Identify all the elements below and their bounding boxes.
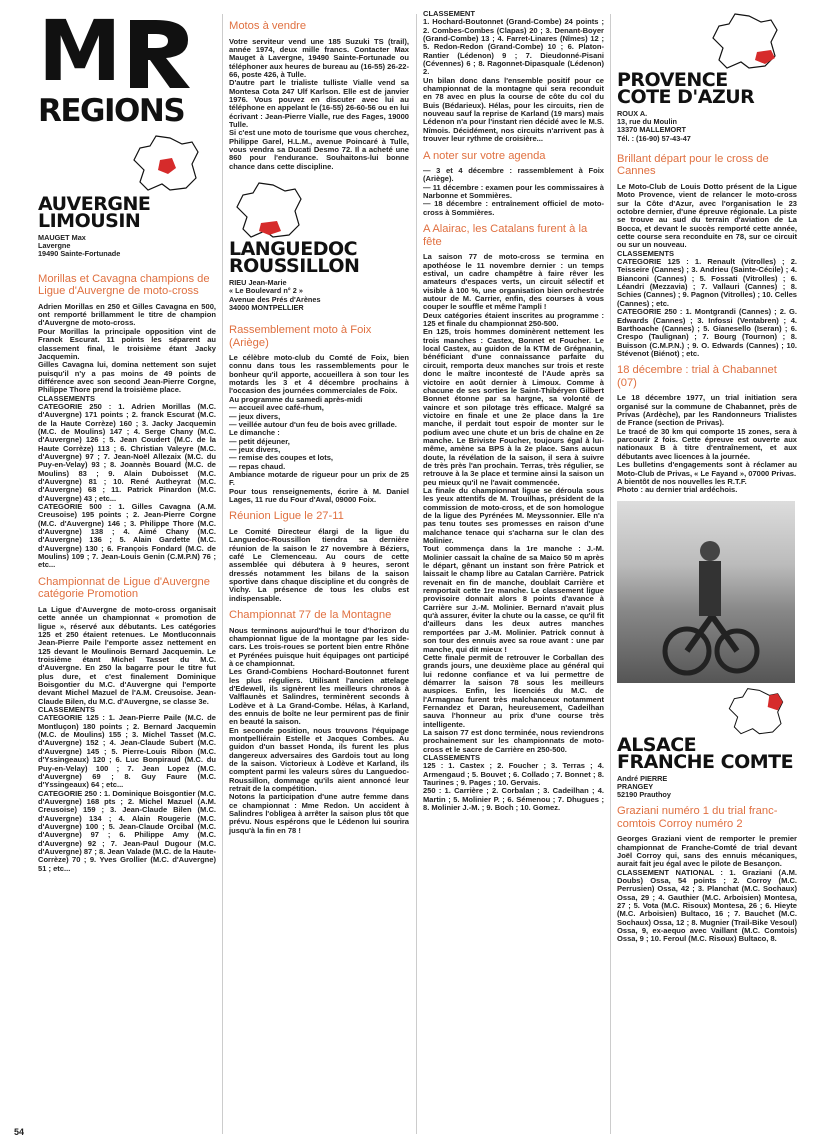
article (229, 324, 409, 504)
region-address-provence: ROUX A. 13, rue du Moulin 13370 MALLEMORT Tél. : (16-90) 57-43-47 (617, 109, 691, 143)
regions-logo (38, 2, 188, 129)
region-address-alsace: André PIERRE PRANGEY 52190 Prauthoy (617, 773, 671, 799)
article-heading: Morillas et Cavagna champions de Ligue d'Auvergne de moto-cross (38, 272, 210, 298)
article-body: Votre serviteur vend une 185 Suzuki TS (trail), année 1974, deux mille francs. Contacter Max Mauget à Lavergne, 19490 Sainte-Fortunade ou téléphoner aux heures de bureau au (16-55) 26-22-66, poste 426, à Tulle. D'autre part le trialiste tulliste Vialle vend sa Montesa Cota 247 Ulf Karlson. Elle est de janvier 1976. Vous pouvez en discuter avec lui au téléphone en appelant le (16-55) 26-60-56 ou en lui écrivant : Jean-Pierre Vialle, rue des Fages, 19000 Tulle. Si c'est une moto de tourisme que vous cherchez, Philippe Garel, H.L.M., avenue Poincaré à Tulle, vous vendra sa Ducati Desmo 72. Il a acheté une 860 pour l'endurance. Souhaitons-lui bonne chance dans cette discipline. (229, 36, 409, 171)
article-heading: Championnat 77 de la Montagne (229, 608, 392, 621)
region-title-auvergne: AUVERGNE LIMOUSIN (38, 193, 151, 232)
article-heading: Rassemblement moto à Foix (Ariège) (229, 323, 372, 349)
article (617, 805, 797, 944)
article-body: Georges Graziani vient de remporter le premier championnat de Franche-Comté de trial devant Joël Corroy qui, sans des ennuis mécaniques, aurait fait jeu égal avec le pilote de Besançon. CLASSEMENT NATIONAL : 1. Graziani (A.M. Doubs) Ossa, 54 points ; 2. Corroy (M.C. Perrusien) Ossa, 42 ; 3. Planchat (M.C. Sochaux) Ossa, 29 ; 4. Gauthier (M.C. Arboisien) Montesa, 27 ; 5. Vota (M.C. Risoux) Montesa, 26 ; 6. Hieyte (M.C. Arboisien) Bultaco, 16 ; 7. Bauchet (M.C. Sochaux) Ossa, 12 ; 8. Mugnier (Trail-Bike Vesoul) Ossa, 9, ex-aequo avec Vaillant (M.C. Comtois) Ossa, 9 ; 10. Feroul (M.C. Risoux) Bultaco, 8. (617, 834, 797, 944)
article (38, 576, 216, 873)
article (423, 223, 604, 812)
article-heading: Championnat de Ligue d'Auvergne catégorie Promotion (38, 575, 210, 601)
article-body: Adrien Morillas en 250 et Gilles Cavagna en 500, ont remporté brillamment le titre de champion d'Auvergne de moto-cross. Pour Morillas la principale opposition vint de Franck Escurat. 11 points les séparent au classement final, le troisième étant Jacky Jacquemin. Gilles Cavagna lui, domina nettement son sujet puisqu'il n'y a pas moins de 49 points de différence avec son second Jean-Pierre Corgne, Philippe Thore prend la troisième place. CLASSEMENTS CATEGORIE 250 : 1. Adrien Morillas (M.C. d'Auvergne) 171 points ; 2. franck Escurat (M.C. de la Haute Corrèze) 160 ; 3. Jacky Jacquemin (M.C. de Moulins) 147 ; 4. Serge Chany (M.C. d'Auvergne) 126 ; 5. Jean Coudert (M.C. de la Haute Corrèze) 113 ; 6. Christian Valeyre (M.C. d'Auvergne) 97 ; 7. Jean-Noël Allezaix (M.C. du Puy-en-Velay) 93 ; 8. Joannès Bouard (M.C. de Moulins) 83 ; 9. Alain Duboisset (M.C. d'Auvergne) 81 ; 10. René Autheyrat (M.C. d'Auvergne) 68 ; 11. Patrick Pinardon (M.C. d'Auvergne) 43 ; etc... CATEGORIE 500 : 1. Gilles Cavagna (A.M. Creusoise) 195 points ; 2. Jean-Pierre Corgne (M.C. d'Auvergne) 146 ; 3. Philippe Thore (M.C. d'Auvergne) 138 ; 4. Aimé Chany (M.C. d'Auvergne) 136 ; 5. Alain Gardette (M.C. d'Auvergne) 130 ; 6. François Fondard (M.C. de Moulins) 109 ; 7. Jean-Louis Genin (C.M.P.N) 76 ; etc... (38, 301, 216, 570)
france-map-icon (126, 134, 206, 194)
article (229, 20, 409, 171)
article-body: Nous terminons aujourd'hui le tour d'horizon du championnat ligue de la montagne par les side-cars. Les trois-roues se portent bien entre Rhône et Pyrénées puisque huit équipages ont participé à ce championnat. Les Grand-Combiens Hochard-Boutonnet furent les plus réguliers. Utilisant l'ancien attelage d'Edewell, ils signèrent les meilleurs chronos à Valflaunès et Salindres, terminèrent seconds à Lodève et à La Grand-Combe. Hélas, à Karland, des ennuis de boîte ne leur permirent pas de finir en beauté la saison. En seconde position, nous trouvons l'équipage montpelliérain Estelle et Jacques Combes. Au guidon d'un basset Honda, ils furent les plus dangereux adversaires des Gardois tout au long de la saison. Victorieux à Lodève et Karland, ils comptent parmi les valeurs sûres du Languedoc-Roussillon, dommage qu'ils aient annoncé leur retrait de la compétition. Notons la participation d'une autre femme dans ce championnat : Mme Redon. Un accident à Salindres l'obligea à arrêter la saison plus tôt que prévu. Nous espérons que le Lédenon lui sourira jusqu'à la fin en 78 ! (229, 625, 409, 835)
article-heading: A noter sur votre agenda (423, 149, 546, 162)
article (423, 150, 604, 218)
article-heading: Graziani numéro 1 du trial franc-comtois Corroy numéro 2 (617, 805, 778, 830)
column-3 (423, 10, 604, 816)
article (423, 10, 604, 144)
article-body: Le célèbre moto-club du Comté de Foix, bien connu dans tous les rassemblements pour le bonheur qu'il apporte, accueillera à son tour les motards les 3 et 4 décembre prochains à l'occasion des journées commerciales de Foix. Au programme du samedi après-midi — accueil avec café-rhum, — jeux divers, — veillée autour d'un feu de bois avec grillade. Le dimanche : — petit déjeuner, — jeux divers, — remise des coupes et lots, — repas chaud. Ambiance motarde de rigueur pour un prix de 25 F. Pour tous renseignements, écrire à M. Daniel Lages, 11 rue du Four d'Aval, 09000 Foix. (229, 353, 409, 504)
region-title-alsace: ALSACE FRANCHE COMTE (617, 733, 794, 773)
article-body: CLASSEMENT 1. Hochard-Boutonnet (Grand-Combe) 24 points ; 2. Combes-Combes (Clapas) 20 ; 3. Denant-Boyer (Grand-Combe) 13 ; 4. Farret-Linares (Nîmes) 12 ; 5. Redon-Redon (Grand-Combe) 10 ; 6. Platon-Rantier (Lédenon) 9 ; 7. Dieudonné-Pisani (Cévennes) 6 ; 8. Ragonnet-Dipasquale (Lédenon) 2. Un bilan donc dans l'ensemble positif pour ce championnat de la montagne qui sera reconduit en 78 avec en plus la course de côte du col du Buis (Bédarieux). Hélas, pour les circuits, rien de nouveau sauf la reprise de Karland (19 mars) mais Lédenon n'a pour l'instant rien décidé avec le M.S. Nîmois. Décidément, nos circuits n'arrivent pas à trouver leur rythme de croisière... (423, 9, 604, 144)
region-address-languedoc: RIEU Jean-Marie « Le Boulevard n° 2 » Avenue des Prés d'Arènes 34000 MONTPELLIER (229, 278, 321, 312)
article (229, 609, 409, 835)
column-4 (617, 10, 797, 948)
france-map-icon (705, 12, 785, 72)
region-address-auvergne: MAUGET Max Lavergne 19490 Sainte-Fortunade (38, 233, 121, 259)
region-title-languedoc: LANGUEDOC ROUSSILLON (229, 238, 360, 278)
article-body: Le Comité Directeur élargi de la ligue du Languedoc-Roussillon tiendra sa dernière réunion de la saison le 27 novembre à Béziers, café Le Clemenceau. Au cours de cette assemblée qui débutera à 9 heures, seront dressés notamment les bilans de la saison sportive dans chaque discipline et du congrès de Vichy. La présence de tous les clubs est indispensable. (229, 526, 409, 603)
article (617, 364, 797, 494)
france-map-icon (229, 181, 309, 241)
france-map-icon (721, 687, 791, 737)
article-body: La Ligue d'Auvergne de moto-cross organisait cette année un championnat « promotion de ligue », réservé aux débutants. Les catégories 125 et 250 étaient retenues. Le Montluconnais Jean-Pierre Paile l'emporte assez nettement en 125 devant le Moulinois Bernard Jacquemin. Le troisième étant Michel Tasset du M.C. d'Auvergne. En 250 la bagarre pour le titre fut plus dure, et c'est finalement Dominique Boisgontier du M.C. d'Auvergne qui l'emporte devant Michel Mazuel de l'A.M. Creusoise. Jean-Claude Bilen, du M.C. d'Auvergne, se classe 3e. CLASSEMENTS CATEGORIE 125 : 1. Jean-Pierre Paile (M.C. de Montluçon) 180 points ; 2. Bernard Jacquemin (M.C. de Moulins) 155 ; 3. Michel Tasset (M.C. d'Auvergne) 152 ; 4. Jean-Claude Subert (M.C. d'Auvergne) 145 ; 5. Pierre-Louis Ribon (M.C. d'Yssingeaux) 120 ; 6. Luc Bonpiraud (M.C. du Puy-en-Velay) 100 ; 7. Jean Lopez (M.C. d'Auvergne) 69 ; 8. Guy Faure (M.C. d'Yssingeaux) 64 ; etc... CATEGORIE 250 : 1. Dominique Boisgontier (M.C. d'Auvergne) 168 pts ; 2. Michel Mazuel (A.M. Creusoise) 159 ; 3. Jean-Claude Bilen (M.C. d'Auvergne) 134 ; 4. Alain Rougerie (M.C. d'Auvergne) 100 ; 5. Jean-Claude Orcibal (M.C. d'Auvergne) 97 ; 6. Philippe Amy (M.C. d'Auvergne) 92 ; 7. Jean-Paul Dugour (M.C. d'Auvergne) 87 ; 8. Jean Valade (M.C. de la Haute-Corrèze) 70 ; 9. Yves Grollier (M.C. d'Auvergne) 51 ; etc... (38, 604, 216, 873)
column-divider (610, 14, 611, 1134)
article-body: La saison 77 de moto-cross se termina en apothéose le 11 novembre dernier : un temps estival, un cadre champêtre à faire rêver les amateurs d'espaces verts, un circuit sélectif et visible à 100 %, une organisation bien orchestrée autour de M. Carrier, enfin, des courses à vous couper le souffle et même l'ampli ! Deux catégories étaient inscrites au programme : 125 et finale du championnat 250-500. En 125, trois hommes dominèrent nettement les trois manches : Castex, Bonnet et Foucher. Le local Castex, au guidon de la KTM de Grégnanin, bénéficiant d'une connaissance parfaite du circuit, remporta deux manches sur trois et reste donc le maître incontesté de l'Aude après sa victoire en août dernier à Limoux. Comme à chacune de ses sorties le Saint-Thibéryen Gilbert Bonnet étonne par sa hargne, sa volonté de vaincre et son pilotage très efficace. Malgré sa victoire en finale et une 2e place dans la 1re manche, il perdait tout espoir de monter sur le podium avec une chute et un bris de chaîne en 2e manche. Le Briviste Foucher, toujours égal à lui-même, amène sa BPS à la 2e place. Sans aucun doute, la révélation de la saison, il sera à suivre de très près l'an prochain. Terras, très régulier, se retrouve à la 3e place et termine ainsi la saison un peu mieux qu'il ne l'avait commencée. La finale du championnat ligue se déroula sous les yeux attentifs de M. Trouilhas, président de la commission de moto-cross, et de son homologue de la ligue des Pyrénées M. Meyssonnier. Elle n'a pas tenu toutes ses promesses en raison d'une malchance tenace qui s'acharna sur le clan des Molinier. Tout commença dans la 1re manche : J.-M. Molinier cassait la chaîne de sa Maico 50 m après le départ, gênant un instant son frère Patrick et laissait le champ libre au Catalan Carrière. Patrick revenait en fin de manche, doublait Carrière et remportait cette 1re manche. Le classement ligue provisoire donnait alors 8 points d'avance à Carrière sur J.-M. Molinier. Bernard n'avait plus qu'à assurer, éviter la chute ou la casse, ce qu'il fit d'ailleurs dans les deux autres manches remportées par J.-M. Molinier. Patrick connut à son tour des ennuis avec sa roue avant : une par manche, qui dit mieux ! Cette finale permit de retrouver le Corballan des grands jours, une deuxième place au général qui lui redonne confiance et va lui permettre de démarrer la saison 78 sous les meilleurs auspices. Enfin, les licenciés du M.C. de l'Armagnac furent très malchanceux notamment Fernandez et Daran, heureusement, Cadeilhan sauva l'honneur au prix d'une course très intelligente. La saison 77 est donc terminée, nous reviendrons prochainement sur les championnats de moto-cross et le sacre de Carrière en 250-500. CLASSEMENTS 125 : 1. Castex ; 2. Foucher ; 3. Terras ; 4. Armengaud ; 5. Bouvet ; 6. Collado ; 7. Bonnet ; 8. Taurines ; 9. Pages ; 10. Gervais. 250 : 1. Carrière ; 2. Corbalan ; 3. Cadeilhan ; 4. Martin ; 5. Molinier P. ; 6. Sémenou ; 7. Dhugues ; 8. Molinier J.-M. ; 9. Boch ; 10. Gomez. (423, 252, 605, 813)
logo-letter-m: M (38, 2, 116, 100)
column-divider (222, 14, 223, 1134)
region-title-provence: PROVENCE COTE D'AZUR (617, 69, 755, 108)
page-number: 54 (14, 1127, 25, 1137)
column-2 (229, 10, 409, 839)
alsace-map (617, 689, 797, 737)
article-heading: Motos à vendre (229, 20, 307, 32)
provence-map (617, 10, 797, 72)
trial-rider-image (617, 501, 795, 683)
article-body: Le Moto-Club de Louis Dotto présent de la Ligue Moto Provence, vient de relancer le moto-cross sur la Côte d'Azur, avec l'organisation le 23 octobre dernier, d'une épreuve régionale. La piste se trouve au sud du terrain d'aviation de La Bocca, et devant le succès remporté cette année, cette course sera reconduite en 78, sur ce circuit ou sur un nouveau. CLASSEMENTS CATEGORIE 125 : 1. Renault (Vitrolles) ; 2. Teisseire (Cannes) ; 3. Andrieu (Sainte-Cécile) ; 4. Bianconi (Cannes) ; 5. Fossati (Vitrolles) ; 6. Léandri (Mezzavia) ; 7. Vallauri (Cannes) ; 8. Schies (Cannes) ; 9. Pagnon (Vitrolles) ; 10. Celles (Cannes) ; etc. CATEGORIE 250 : 1. Montgrandi (Cannes) ; 2. G. Edwards (Cannes) ; 3. Infossi (Ventabren) ; 4. Barthoache (Cannes) ; 5. Gianesello (Iseran) ; 6. Crespo (Taulignan) ; 7. Bourg (Tournon) ; 8. Buisson (C.M.P.N.) ; 9. O. Edwards (Cannes) ; 10. Stévenot (Biénot) ; etc. (617, 182, 797, 358)
trial-photo (617, 501, 795, 683)
column-1 (38, 2, 216, 877)
article (38, 273, 216, 570)
article-body: Le 18 décembre 1977, un trial initiation sera organisé sur la commune de Chabannet, près de Privas (Ardèche), par les Randonneurs Trialistes de France (section de Privas). Le tracé de 30 km qui comporte 15 zones, sera à parcourir 2 fois. Cette épreuve est ouverte aux nationaux B à titre d'entraînement, et aux débutants avec licences à la journée. Les bulletins d'engagements sont à réclamer au Moto-Club de Privas, « Le Fayand », 07000 Privas. A bientôt de nos nouvelles les R.T.F. Photo : au dernier trial ardéchois. (617, 393, 797, 495)
logo-r-shape (126, 10, 196, 94)
column-divider (416, 14, 417, 1134)
article-heading: A Alairac, les Catalans furent à la fête (423, 223, 588, 248)
article-heading: Réunion Ligue le 27-11 (229, 510, 344, 523)
article (617, 153, 797, 358)
article-heading: Brillant départ pour le cross de Cannes (617, 152, 769, 178)
auvergne-map (38, 140, 216, 196)
article (229, 510, 409, 603)
logo-word: REGIONS (38, 93, 185, 129)
article-heading: 18 décembre : trial à Chabannet (07) (617, 364, 777, 389)
languedoc-map (229, 181, 409, 237)
article-body: — 3 et 4 décembre : rassemblement à Foix (Ariège). — 11 décembre : examen pour les commissaires à Narbonne et Sommières. — 18 décembre : entraînement officiel de moto-cross à Sommières. (423, 166, 604, 217)
